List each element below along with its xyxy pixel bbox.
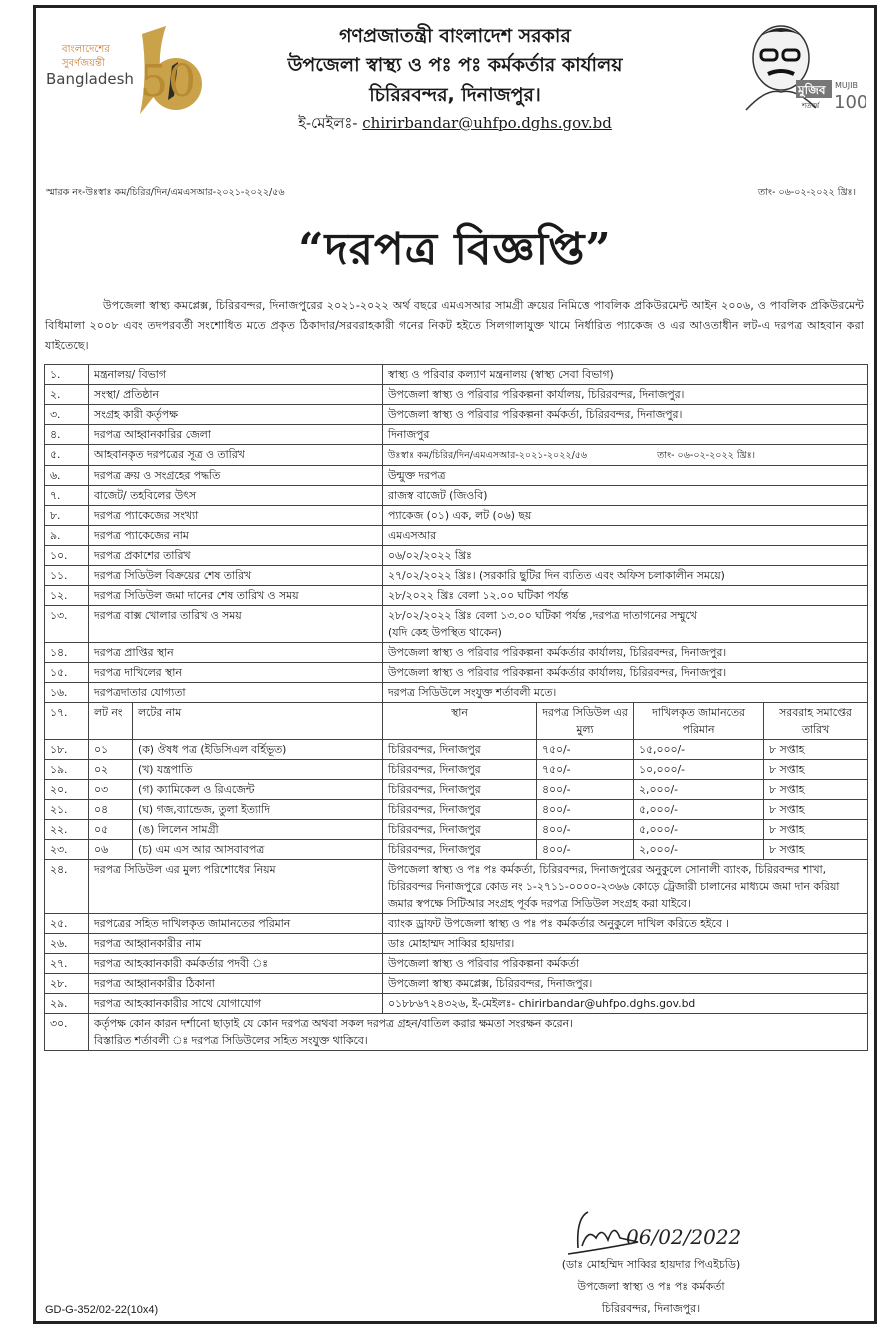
deposit-amount: ৫,০০০/- xyxy=(634,800,764,820)
row-value-text: উপজেলা স্বাস্থ্য কমপ্লেক্স, চিরিরবন্দর, দিনাজপুর। xyxy=(388,977,593,990)
row-label: দরপত্র প্যাকেজের সংখ্যা xyxy=(89,506,383,526)
row-value-text: ডাঃ মোহাম্মদ সাব্বির হায়দার। xyxy=(388,937,515,950)
logo-shatabarsha: শতবর্ষ xyxy=(802,102,820,110)
row-label: দরপত্র আহ্বানকারির জেলা xyxy=(89,425,383,445)
document-frame xyxy=(33,5,877,1324)
deposit-amount: ১০,০০০/- xyxy=(634,760,764,780)
lot-row xyxy=(45,780,868,800)
row-number: ১৭. xyxy=(45,703,89,740)
row-value-text: উপজেলা স্বাস্থ্য ও পরিবার পরিকল্পনা কর্মকর্তার কার্যালয়, চিরিরবন্দর, দিনাজপুর। xyxy=(388,666,727,679)
row-number: ৩০. xyxy=(45,1014,89,1051)
row-value-text: ব্যাংক ড্রাফট উপজেলা স্বাস্থ্য ও পঃ পঃ কর্মকর্তার অনুকুলে দাখিল করিতে হইবে । xyxy=(388,917,730,930)
row-number: ৭. xyxy=(45,486,89,506)
table-row xyxy=(45,486,868,506)
signatory-block xyxy=(516,1254,786,1320)
row-value-text: উপজেলা স্বাস্থ্য ও পরিবার পরিকল্পনা কার্যালয়, চিরিরবন্দর, দিনাজপুর। xyxy=(388,388,685,401)
tender-table xyxy=(44,364,868,1051)
deposit-amount: ২,০০০/- xyxy=(634,780,764,800)
row-label: সংগ্রহ কারী কর্তৃপক্ষ xyxy=(89,405,383,425)
logo-text-1: বাংলাদেশের xyxy=(62,44,110,55)
letterhead xyxy=(36,22,874,136)
row-value-text: উপজেলা স্বাস্থ্য ও পরিবার পরিকল্পনা কর্মকর্তার কার্যালয়, চিরিরবন্দর, দিনাজপুর। xyxy=(388,646,727,659)
row-number: ৬. xyxy=(45,466,89,486)
row-label: দরপত্র প্রকাশের তারিখ xyxy=(89,546,383,566)
row-value xyxy=(383,385,868,405)
lot-location: চিরিরবন্দর, দিনাজপুর xyxy=(383,760,537,780)
row-value xyxy=(383,643,868,663)
lot-location: চিরিরবন্দর, দিনাজপুর xyxy=(383,820,537,840)
row-label: দরপত্র আহ্বানকারীর ঠিকানা xyxy=(89,974,383,994)
row-value-text: উঃস্বাঃ কম/চিরির/দিন/এমএসআর-২০২১-২০২২/৫৬ xyxy=(388,450,588,461)
delivery-time: ৮ সপ্তাহ xyxy=(764,800,868,820)
row-label: দরপত্রদাতার যোগ্যতা xyxy=(89,683,383,703)
row-value-text: প্যাকেজ (০১) এক, লট (০৬) ছয় xyxy=(388,509,532,522)
row-value xyxy=(383,606,868,643)
lot-location: চিরিরবন্দর, দিনাজপুর xyxy=(383,840,537,860)
notice-title: “দরপত্র বিজ্ঞপ্তি” xyxy=(298,224,612,275)
lot-number: ০৪ xyxy=(89,800,133,820)
row-number: ১০. xyxy=(45,546,89,566)
schedule-price: ৪০০/- xyxy=(537,800,634,820)
row-label: দরপত্র বাক্স খোলার তারিখ ও সময় xyxy=(89,606,383,643)
table-row xyxy=(45,643,868,663)
lot-row xyxy=(45,760,868,780)
row-label: দরপত্র প্রাপ্তির স্থান xyxy=(89,643,383,663)
row-label: দরপত্র দাখিলের স্থান xyxy=(89,663,383,683)
row-number: ২২. xyxy=(45,820,89,840)
lot-number: ০৩ xyxy=(89,780,133,800)
table-row xyxy=(45,466,868,486)
row-label: দরপত্র সিডিউল জমা দানের শেষ তারিখ ও সময় xyxy=(89,586,383,606)
signatory-title: উপজেলা স্বাস্থ্য ও পঃ পঃ কর্মকর্তা xyxy=(577,1280,725,1293)
delivery-time: ৮ সপ্তাহ xyxy=(764,840,868,860)
footer-code: GD-G-352/02-22(10x4) xyxy=(45,1304,159,1316)
row-label: দরপত্র আহব্বানকারীর সাথে যোগাযোগ xyxy=(89,994,383,1014)
table-row xyxy=(45,365,868,385)
intro-paragraph: উপজেলা স্বাস্থ্য কমপ্লেক্স, চিরিরবন্দর, দিনাজপুরের ২০২১-২০২২ অর্থ বছরে এমএসআর সামগ্রী ক্রয়ের নিমিত্তে পাবলিক প্রকিউরমেন্ট আইন ২০০৬, ও পাবলিক প্রকিউরমেন্ট বিধিমালা ২০০৮ এবং তদপরবর্তী সংশোধিত মতে প্রকৃত ঠিকাদার/সরবরাহকারী গনের নিকট হইতে সিলগালাযুক্ত খামে নির্ধারিত প্যাকেজ ও এর আওতাধীন লট-এ দরপত্র আহবান করা যাইতেছে। xyxy=(45,299,864,352)
lot-row xyxy=(45,840,868,860)
delivery-time: ৮ সপ্তাহ xyxy=(764,740,868,760)
note-line1: কর্তৃপক্ষ কোন কারন দর্শানো ছাড়াই যে কোন দরপত্র অথবা সকল দরপত্র গ্রহন/বাতিল করার ক্ষমতা সংরক্ষন করেন। xyxy=(94,1017,573,1030)
schedule-price: ৭৫০/- xyxy=(537,740,634,760)
lot-name: (গ) ক্যামিকেল ও রিএজেন্ট xyxy=(133,780,383,800)
row-value xyxy=(383,586,868,606)
row-value-extra: তাং- ০৬-০২-২০২২ খ্রিঃ। xyxy=(657,450,756,461)
lot-row xyxy=(45,740,868,760)
row-label: দরপত্র সিডিউল এর মুল্য পরিশোধের নিয়ম xyxy=(89,860,383,914)
row-label: দরপত্র আহ্বানকারীর নাম xyxy=(89,934,383,954)
row-value-text: উপজেলা স্বাস্থ্য ও পরিবার পরিকল্পনা কর্মকর্তা, চিরিরবন্দর, দিনাজপুর। xyxy=(388,408,683,421)
memo-date: তাং- ০৬-০২-২০২২ খ্রিঃ। xyxy=(758,187,856,198)
lot-number: ০১ xyxy=(89,740,133,760)
schedule-price-header: দরপত্র সিডিউল এর মুল্য xyxy=(537,703,634,740)
table-row xyxy=(45,606,868,643)
row-label: আহবানকৃত দরপত্রের সূত্র ও তারিখ xyxy=(89,445,383,466)
table-row xyxy=(45,385,868,405)
row-value xyxy=(383,526,868,546)
logo-100: 100 xyxy=(834,92,866,113)
lot-name: (খ) যন্ত্রপাতি xyxy=(133,760,383,780)
schedule-price: ৪০০/- xyxy=(537,820,634,840)
row-number: ২১. xyxy=(45,800,89,820)
row-value xyxy=(383,425,868,445)
row-number: ১৩. xyxy=(45,606,89,643)
row-value-text: উপজেলা স্বাস্থ্য ও পরিবার পরিকল্পনা কর্মকর্তা xyxy=(388,957,579,970)
row-value xyxy=(383,683,868,703)
lot-location: চিরিরবন্দর, দিনাজপুর xyxy=(383,780,537,800)
row-label: দরপত্র সিডিউল বিক্রয়ের শেষ তারিখ xyxy=(89,566,383,586)
lot-name: (ঙ) লিলেন সামগ্রী xyxy=(133,820,383,840)
row-value xyxy=(383,663,868,683)
email-line xyxy=(36,110,874,136)
row-value xyxy=(383,405,868,425)
lot-number: ০৬ xyxy=(89,840,133,860)
table-row xyxy=(45,425,868,445)
office-location: চিরিরবন্দর, দিনাজপুর। xyxy=(369,84,541,106)
row-value-text: স্বাস্থ্য ও পরিবার কল্যাণ মন্ত্রনালয় (স্বাস্থ্য সেবা বিভাগ) xyxy=(388,368,614,381)
table-row xyxy=(45,914,868,934)
row-number: ২৭. xyxy=(45,954,89,974)
signature-date: 06/02/2022 xyxy=(626,1225,742,1249)
row-label: দরপত্র ক্রয় ও সংগ্রহের পদ্ধতি xyxy=(89,466,383,486)
logo-mujib-bn: মুজিব xyxy=(798,83,826,97)
table-row xyxy=(45,663,868,683)
row-number: ২৩. xyxy=(45,840,89,860)
row-value xyxy=(383,365,868,385)
row-value xyxy=(383,934,868,954)
lot-row xyxy=(45,820,868,840)
table-row xyxy=(45,954,868,974)
row-number: ৩. xyxy=(45,405,89,425)
lot-row xyxy=(45,800,868,820)
logo-number: 50 xyxy=(140,56,196,107)
row-number: ৯. xyxy=(45,526,89,546)
row-number: ১৯. xyxy=(45,760,89,780)
lot-location: চিরিরবন্দর, দিনাজপুর xyxy=(383,800,537,820)
table-row xyxy=(45,974,868,994)
table-row xyxy=(45,506,868,526)
row-value xyxy=(383,566,868,586)
table-row xyxy=(45,586,868,606)
row-number: ৫. xyxy=(45,445,89,466)
office-name: উপজেলা স্বাস্থ্য ও পঃ পঃ কর্মকর্তার কার্যালয় xyxy=(287,54,623,76)
row-label: দরপত্র প্যাকেজের নাম xyxy=(89,526,383,546)
government-name: গণপ্রজাতন্ত্রী বাংলাদেশ সরকার xyxy=(339,25,571,47)
table-row xyxy=(45,934,868,954)
note-line2: বিস্তারিত শর্তাবলী ঃ দরপত্র সিডিউলের সহিত সংযুক্ত থাকিবে। xyxy=(94,1034,368,1047)
deposit-amount: ২,০০০/- xyxy=(634,840,764,860)
row-label: দরপত্র আহব্বানকারী কর্মকর্তার পদবী ঃ xyxy=(89,954,383,974)
row-value-text: উন্মুক্ত দরপত্র xyxy=(388,469,446,482)
lot-number: ০২ xyxy=(89,760,133,780)
row-value-text: ০১৮৮৬৭২৪৩২৬, ই-মেইলঃ- chirirbandar@uhfpo.dghs.gov.bd xyxy=(388,997,696,1010)
row-number: ২০. xyxy=(45,780,89,800)
table-row xyxy=(45,860,868,914)
memo-reference: স্মারক নং-উঃস্বাঃ কম/চিরির/দিন/এমএসআর-২০২১-২০২২/৫৬ xyxy=(46,187,285,198)
row-number: ২. xyxy=(45,385,89,405)
row-value-text: এমএসআর xyxy=(388,529,437,542)
deposit-header: দাখিলকৃত জামানতের পরিমান xyxy=(634,703,764,740)
logo-text-2: সুবর্ণজয়ন্তী xyxy=(62,58,105,69)
lot-name: (চ) এম এস আর আসবাবপত্র xyxy=(133,840,383,860)
row-value-text: ২৭/০২/২০২২ খ্রিঃ। (সরকারি ছুটির দিন ব্যতিত এবং অফিস চলাকালীন সময়ে) xyxy=(388,569,725,582)
row-value xyxy=(383,994,868,1014)
table-row xyxy=(45,405,868,425)
delivery-time: ৮ সপ্তাহ xyxy=(764,760,868,780)
row-label: সংস্থা/ প্রতিষ্ঠান xyxy=(89,385,383,405)
row-value xyxy=(383,974,868,994)
email-link[interactable]: chirirbandar@uhfpo.dghs.gov.bd xyxy=(362,114,612,132)
row-number: ২৮. xyxy=(45,974,89,994)
row-number: ১৪. xyxy=(45,643,89,663)
table-row xyxy=(45,683,868,703)
row-number: ২৬. xyxy=(45,934,89,954)
row-number: ২৪. xyxy=(45,860,89,914)
table-row xyxy=(45,445,868,466)
lot-name: (ঘ) গজ,ব্যান্ডেজ, তুলা ইত্যাদি xyxy=(133,800,383,820)
table-row xyxy=(45,994,868,1014)
row-number: ১. xyxy=(45,365,89,385)
row-number: ৮. xyxy=(45,506,89,526)
row-number: ১৬. xyxy=(45,683,89,703)
row-value-text: রাজস্ব বাজেট (জিওবি) xyxy=(388,489,488,502)
row-number: ৪. xyxy=(45,425,89,445)
email-label: ই-মেইলঃ- xyxy=(298,114,358,132)
row-number: ১১. xyxy=(45,566,89,586)
row-value xyxy=(383,860,868,914)
table-row xyxy=(45,1014,868,1051)
table-row xyxy=(45,566,868,586)
row-value-text: দরপত্র সিডিউলে সংযুক্ত শর্তাবলী মতে। xyxy=(388,686,557,699)
row-value xyxy=(383,445,868,466)
row-value-text: ২৮/০২/২০২২ খ্রিঃ বেলা ১৩.০০ ঘটিকা পর্যন্ত ,দরপত্র দাতাগনের সম্মুখে xyxy=(388,609,697,622)
row-value-extra: (যদি কেহ উপস্থিত থাকেন) xyxy=(388,626,502,639)
row-number: ১২. xyxy=(45,586,89,606)
signatory-name: (ডাঃ মোহম্মিদ সাব্বির হায়দার পিএইচডি) xyxy=(561,1258,741,1271)
signatory-place: চিরিরবন্দর, দিনাজপুর। xyxy=(601,1302,701,1315)
lot-location: চিরিরবন্দর, দিনাজপুর xyxy=(383,740,537,760)
logo-mujib-en: MUJIB xyxy=(835,81,858,90)
delivery-time: ৮ সপ্তাহ xyxy=(764,780,868,800)
row-value-text: দিনাজপুর xyxy=(388,428,430,441)
location-header: স্থান xyxy=(383,703,537,740)
signature-image xyxy=(548,1208,748,1256)
row-value xyxy=(383,546,868,566)
schedule-price: ৪০০/- xyxy=(537,780,634,800)
lot-name-header: লটের নাম xyxy=(133,703,383,740)
row-label: দরপত্রের সহিত দাখিলকৃত জামানতের পরিমান xyxy=(89,914,383,934)
row-value xyxy=(383,506,868,526)
logo-text-3: Bangladesh xyxy=(46,70,134,88)
table-row xyxy=(45,526,868,546)
row-value xyxy=(383,914,868,934)
row-label: মন্ত্রনালয়/ বিভাগ xyxy=(89,365,383,385)
deposit-amount: ১৫,০০০/- xyxy=(634,740,764,760)
row-number: ১৮. xyxy=(45,740,89,760)
row-note xyxy=(89,1014,868,1051)
row-value-text: ০৬/০২/২০২২ খ্রিঃ xyxy=(388,549,472,562)
row-number: ১৫. xyxy=(45,663,89,683)
schedule-price: ৭৫০/- xyxy=(537,760,634,780)
row-value xyxy=(383,486,868,506)
row-value-text: উপজেলা স্বাস্থ্য ও পঃ পঃ কর্মকর্তা, চিরিরবন্দর, দিনাজপুরের অনুকুলে সোনালী ব্যাংক, চিরিরবন্দর শাখা, চিরিরবন্দর দিনাজপুরে কোড নং ১-২৭১১-০০০০-২৩৬৬ কোড়ে ট্রেজারী চালানের মাধ্যমে জমা দান করিয়া জমার স্বপক্ষে সিটিআর সংগ্রহ পূর্বক দরপত্র সিডিউল সংগ্রহ করা যাইবে। xyxy=(388,863,840,910)
table-row xyxy=(45,546,868,566)
lot-name: (ক) ঔষধ পত্র (ইডিসিএল বর্হিভূত) xyxy=(133,740,383,760)
lot-header-row xyxy=(45,703,868,740)
row-value xyxy=(383,466,868,486)
row-number: ২৯. xyxy=(45,994,89,1014)
lot-number: ০৫ xyxy=(89,820,133,840)
deposit-amount: ৫,০০০/- xyxy=(634,820,764,840)
delivery-header: সরবরাহ সমাপ্তের তারিখ xyxy=(764,703,868,740)
lot-no-header: লট নং xyxy=(89,703,133,740)
schedule-price: ৪০০/- xyxy=(537,840,634,860)
row-label: বাজেট/ তহবিলের উৎস xyxy=(89,486,383,506)
row-number: ২৫. xyxy=(45,914,89,934)
row-value-text: ২৮/২০২২ খ্রিঃ বেলা ১২.০০ ঘটিকা পর্যন্ত xyxy=(388,589,569,602)
row-value xyxy=(383,954,868,974)
delivery-time: ৮ সপ্তাহ xyxy=(764,820,868,840)
